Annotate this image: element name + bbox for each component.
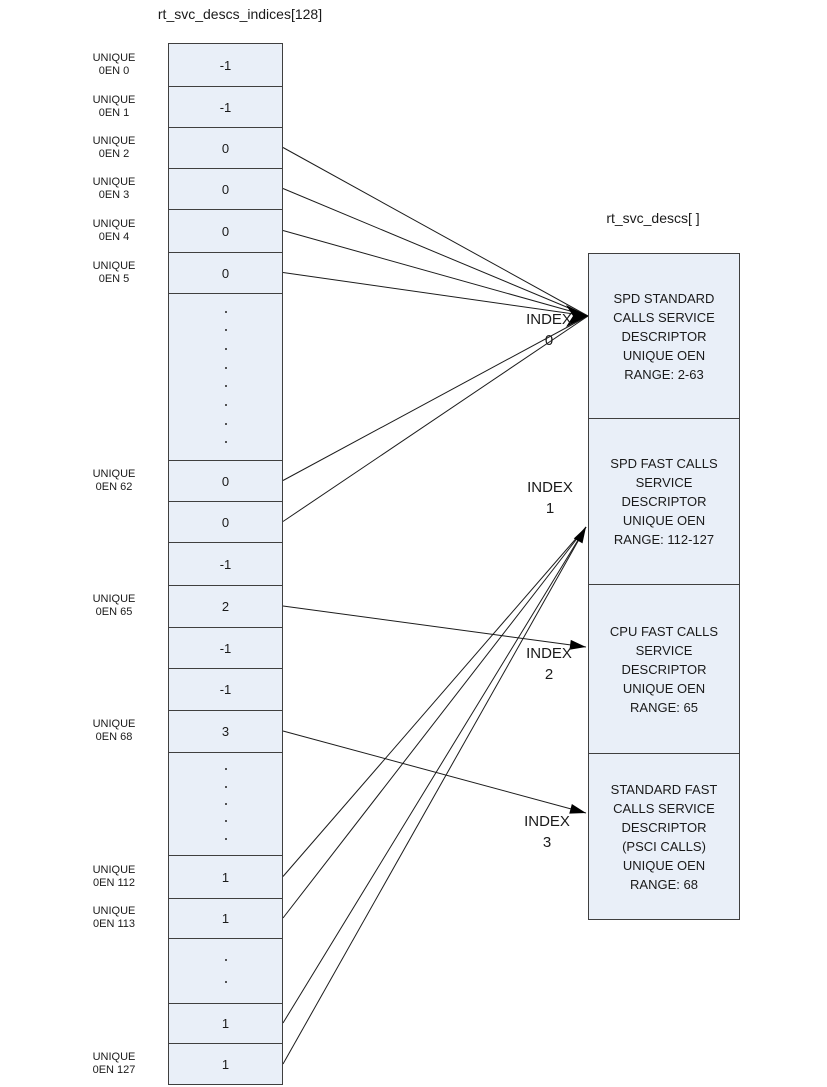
descriptor-text-line: DESCRIPTOR	[621, 328, 707, 344]
array-cell	[168, 252, 283, 293]
array-cell	[168, 627, 283, 668]
service-descriptor-box-1	[588, 418, 740, 584]
cell-value: 0	[221, 223, 230, 239]
index-number: 0	[544, 332, 554, 349]
oen-label: UNIQUE 0EN 5	[92, 259, 136, 285]
descriptor-text-line: CALLS SERVICE	[613, 800, 715, 816]
descriptor-text-line: RANGE: 65	[630, 699, 698, 715]
cell-value: 0	[221, 181, 230, 197]
ellipsis-dots	[169, 753, 282, 855]
descs-array-title: rt_svc_descs[ ]	[606, 210, 700, 226]
array-cell	[168, 1043, 283, 1085]
oen-label: UNIQUE 0EN 62	[92, 467, 136, 493]
descriptor-text-line: RANGE: 68	[630, 876, 698, 892]
descriptor-text-line: SERVICE	[635, 642, 693, 658]
oen-label: UNIQUE 0EN 68	[92, 718, 136, 743]
cell-value: 0	[221, 473, 230, 489]
service-descriptor-box-2	[588, 584, 740, 753]
array-cell	[168, 855, 283, 898]
index-label-0	[504, 309, 594, 351]
cell-value: 2	[221, 599, 230, 614]
descriptor-text-line: SPD FAST CALLS	[610, 456, 718, 471]
oen-label: UNIQUE 0EN 65	[92, 593, 136, 618]
array-cell	[168, 710, 283, 752]
index-number: 3	[542, 834, 552, 851]
array-ellipsis-cell	[168, 293, 283, 460]
descriptor-text-line: RANGE: 2-63	[624, 366, 704, 382]
cell-value: -1	[219, 640, 232, 656]
descriptor-text-line: CALLS SERVICE	[613, 309, 715, 325]
descriptor-text-line: UNIQUE OEN	[622, 857, 706, 873]
oen-label: UNIQUE 0EN 1	[92, 93, 136, 119]
oen-label: UNIQUE 0EN 113	[92, 905, 136, 930]
cell-value: -1	[219, 556, 232, 572]
cell-value: 1	[221, 869, 230, 885]
descriptor-text-line: DESCRIPTOR	[621, 494, 707, 509]
cell-value: 0	[221, 140, 230, 156]
index-number: 1	[545, 500, 555, 517]
descriptor-text-line: SERVICE	[635, 475, 693, 490]
cell-value: -1	[219, 99, 232, 115]
mapping-arrow-line	[283, 231, 588, 317]
array-cell	[168, 898, 283, 938]
ellipsis-dots	[169, 939, 282, 1003]
descriptor-text-line: UNIQUE OEN	[622, 513, 706, 528]
index-word: INDEX	[526, 645, 572, 662]
array-cell	[168, 460, 283, 501]
cell-value: 3	[221, 724, 230, 739]
mapping-arrow-line	[283, 189, 588, 317]
ellipsis-dots	[169, 294, 282, 460]
array-cell	[168, 127, 283, 168]
index-label-1	[505, 477, 595, 519]
oen-label: UNIQUE 0EN 2	[92, 134, 136, 160]
descriptor-text-line: CPU FAST CALLS	[609, 623, 719, 639]
index-label-2	[504, 643, 594, 685]
oen-label: UNIQUE 0EN 112	[92, 863, 136, 889]
mapping-arrow-line	[283, 148, 588, 317]
cell-value: -1	[219, 682, 232, 697]
descriptor-text-line: UNIQUE OEN	[622, 680, 706, 696]
array-cell	[168, 43, 283, 86]
cell-value: 0	[221, 265, 230, 281]
indices-array-title: rt_svc_descs_indices[128]	[157, 6, 323, 22]
array-cell	[168, 1003, 283, 1043]
descriptor-text-line: RANGE: 112-127	[613, 532, 715, 547]
mapping-arrow-line	[283, 527, 586, 1064]
index-word: INDEX	[526, 311, 572, 328]
array-cell	[168, 585, 283, 627]
array-ellipsis-cell	[168, 938, 283, 1003]
cell-value: 1	[221, 1016, 230, 1031]
mapping-arrow-line	[283, 527, 586, 918]
descriptor-text-line: SPD STANDARD	[613, 290, 715, 306]
array-ellipsis-cell	[168, 752, 283, 855]
array-cell	[168, 86, 283, 127]
cell-value: 1	[221, 1056, 230, 1072]
array-cell	[168, 501, 283, 542]
array-cell	[168, 542, 283, 585]
descriptor-text-line: DESCRIPTOR	[621, 819, 707, 835]
oen-label: UNIQUE 0EN 127	[92, 1051, 136, 1076]
descriptor-text-line: DESCRIPTOR	[621, 661, 707, 677]
array-cell	[168, 168, 283, 209]
index-word: INDEX	[524, 813, 570, 830]
cell-value: 0	[221, 514, 230, 530]
descriptor-text-line: STANDARD FAST	[610, 781, 718, 797]
index-number: 2	[544, 666, 554, 683]
service-descriptor-box-0	[588, 253, 740, 418]
descriptor-text-line: UNIQUE OEN	[622, 347, 706, 363]
oen-label: UNIQUE 0EN 4	[92, 217, 136, 243]
descriptor-text-line: (PSCI CALLS)	[622, 838, 706, 854]
cell-value: -1	[219, 57, 232, 73]
oen-label: UNIQUE 0EN 0	[92, 51, 136, 77]
mapping-arrow-line	[283, 731, 586, 813]
service-descriptor-box-3	[588, 753, 740, 920]
index-word: INDEX	[527, 479, 573, 496]
array-cell	[168, 209, 283, 252]
oen-label: UNIQUE 0EN 3	[92, 175, 136, 201]
index-label-3	[502, 811, 592, 853]
mapping-arrow-line	[283, 606, 586, 647]
mapping-arrow-line	[283, 527, 586, 1023]
array-cell	[168, 668, 283, 710]
cell-value: 1	[221, 911, 230, 926]
